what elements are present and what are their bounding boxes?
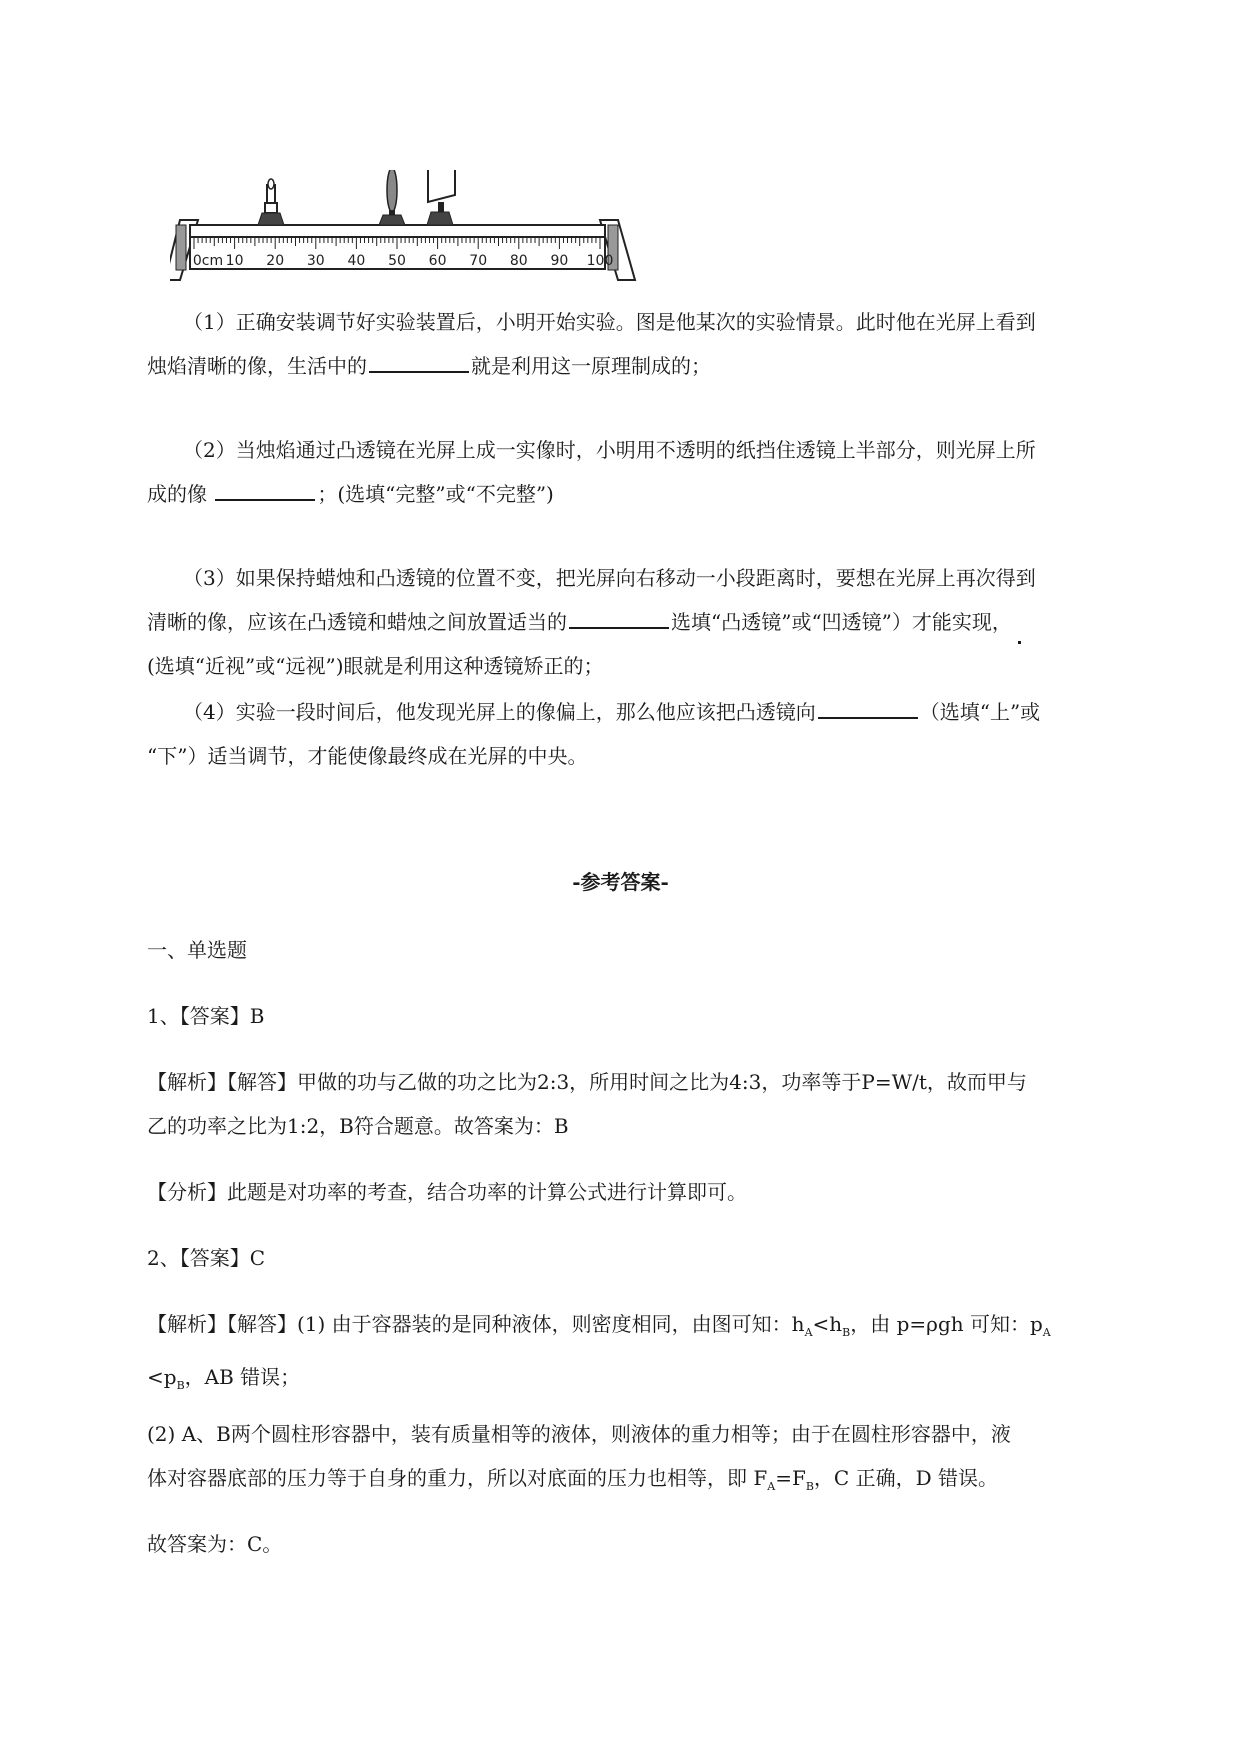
answer-2-analysis [147,1302,1097,1408]
q2-answer-blank[interactable] [215,479,315,501]
ruler-tick-label: 40 [347,253,366,269]
q2-line2: 成的像 ；(选填“完整”或“不完整”) [147,472,1097,516]
answer-2-part2 [147,1412,1097,1509]
answer-2-title: 2、【答案】C [147,1246,266,1270]
q4-line2: “下”）适当调节，才能使像最终成在光屏的中央。 [147,744,588,768]
ruler-tick-label: 0cm [192,253,224,269]
q3-answer-blank[interactable] [569,607,669,629]
q3-line3: (选填“近视”或“远视”)眼就是利用这种透镜矫正的； [147,654,604,678]
answer-1-analysis-line2: 乙的功率之比为1:2，B符合题意。故答案为：B [147,1114,569,1138]
ruler-tick-label: 80 [509,253,528,269]
answer-2-part2-line1: (2) A、B两个圆柱形容器中，装有质量相等的液体，则液体的重力相等；由于在圆柱形容器中，液 [147,1422,1011,1446]
screen-holder [427,170,455,225]
q1-answer-blank[interactable] [369,351,469,373]
answer-2-analysis-line2: $<p_B$，AB 错误； [147,1365,301,1392]
q4-answer-blank[interactable] [818,697,918,719]
answers-heading: -参考答案- [572,870,669,894]
q3-line1: （3）如果保持蜡烛和凸透镜的位置不变，把光屏向右移动一小段距离时，要想在光屏上再次得到 [183,566,1036,590]
bench-rail [190,225,605,237]
ruler-tick-label: 60 [428,253,447,269]
answer-1-title: 1、【答案】B [147,1004,265,1028]
question-3 [147,556,1097,688]
q2-line1: （2）当烛焰通过凸透镜在光屏上成一实像时，小明用不透明的纸挡住透镜上半部分，则光屏上所 [183,438,1036,462]
answer-1-note: 【分析】此题是对功率的考查，结合功率的计算公式进行计算即可。 [147,1180,747,1204]
ruler-tick-label: 20 [266,253,285,269]
q4-line1: （4）实验一段时间后，他发现光屏上的像偏上，那么他应该把凸透镜向 （选填“上”或 [147,690,1097,734]
ruler-tick-label: 30 [306,253,325,269]
ruler-tick-label: 100 [586,253,614,269]
ruler-tick-label: 50 [388,253,406,269]
answer-2-final: 故答案为：C。 [147,1532,283,1556]
answer-1-analysis [147,1060,1097,1148]
question-2 [147,428,1097,516]
q1-line1: （1）正确安装调节好实验装置后，小明开始实验。图是他某次的实验情景。此时他在光屏上看到 [183,310,1036,334]
lens-holder [379,170,405,225]
answer-2-part2-line2: 体对容器底部的压力等于自身的重力，所以对底面的压力也相等，即 $F_A=F_B$，C 正确，D 错误。 [147,1466,998,1493]
answer-2-analysis-line1: 【解析】【解答】(1) 由于容器装的是同种液体，则密度相同，由图可知：$h_A<h_B$，由 p=ρgh 可知：$p_A$ [147,1312,1051,1339]
q3-tiny-mark [1018,641,1021,644]
section-title: 一、单选题 [147,938,247,962]
question-4 [147,690,1097,778]
candle-holder [258,179,284,225]
question-1 [147,300,1097,388]
q1-line2: 烛焰清晰的像，生活中的 就是利用这一原理制成的； [147,344,1097,388]
ruler-tick-label: 70 [469,253,488,269]
ruler-tick-label: 10 [225,253,244,269]
optical-bench-figure [170,170,710,310]
ruler-tick-label: 90 [550,253,569,269]
q3-line2: 清晰的像，应该在凸透镜和蜡烛之间放置适当的 选填“凸透镜”或“凹透镜”）才能实现， [147,600,1097,644]
answer-1-analysis-line1: 【解析】【解答】甲做的功与乙做的功之比为2:3，所用时间之比为4:3，功率等于P=W/t，故而甲与 [147,1070,1027,1094]
